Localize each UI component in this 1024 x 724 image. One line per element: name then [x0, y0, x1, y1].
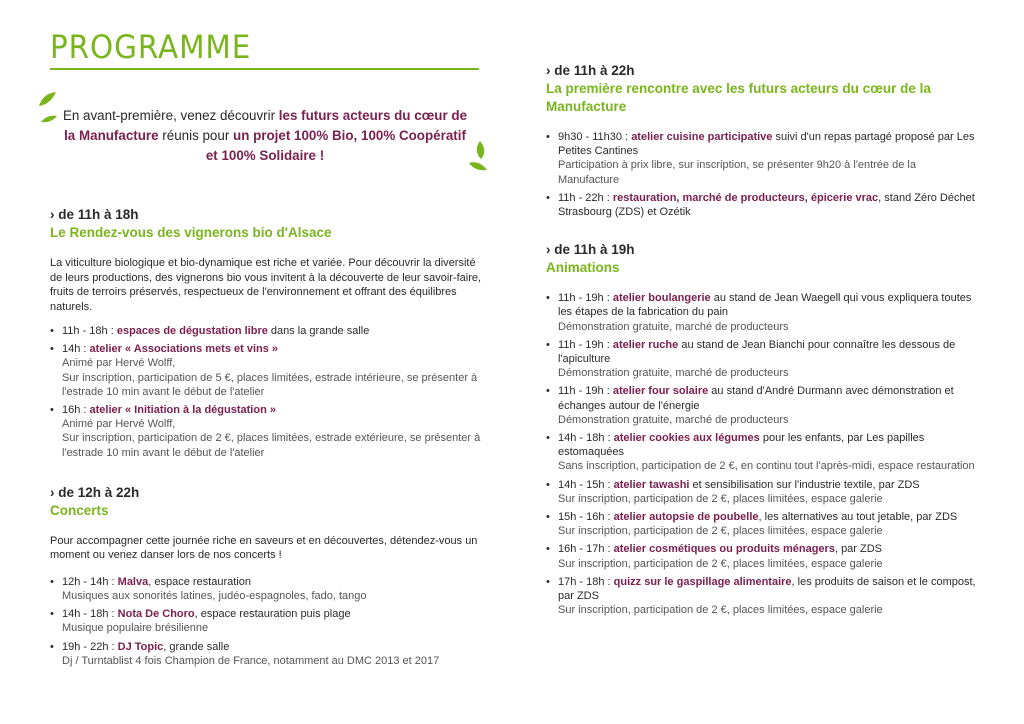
list-item: • 15h - 16h : atelier autopsie de poubelle, les alternatives au tout jetable, par ZDS Sur inscription, participation de 2 €, places limitées, espace galerie — [546, 510, 976, 538]
list-item: • 11h - 19h : atelier four solaire au stand d'André Durmann avec démonstration et échanges autour de l'énergie Démonstration gratuite, marché de producteurs — [546, 384, 976, 427]
list-item: • 14h - 18h : Nota De Choro, espace restauration puis plage Musique populaire brésilienne — [50, 607, 482, 635]
animations-list — [546, 291, 976, 617]
left-column — [50, 206, 482, 668]
list-item: • 11h - 19h : atelier ruche au stand de Jean Bianchi pour connaître les dessous de l'apiculture Démonstration gratuite, marché de producteurs — [546, 338, 976, 381]
intro-highlight: les futurs acteurs du cœur de la Manufacture — [64, 108, 468, 143]
list-item: • 16h : atelier « Initiation à la dégustation » Animé par Hervé Wolff, Sur inscription, participation de 2 €, places limitées, estrade extérieure, se présenter à l'estrade 10 min avant le début de l'atelier — [50, 403, 482, 460]
list-item: • 12h - 14h : Malva, espace restauration Musiques aux sonorités latines, judéo-espagnoles, fado, tango — [50, 575, 482, 603]
rencontre-list — [546, 130, 976, 219]
rencontre-section — [546, 62, 976, 219]
list-item: • 14h - 18h : atelier cookies aux légumes pour les enfants, par Les papilles estomaquées Sans inscription, participation de 2 €, en continu tout l'après-midi, espace restauration — [546, 431, 976, 474]
section-description: Pour accompagner cette journée riche en saveurs et en découvertes, détendez-vous un moment ou venez danser lors de nos concerts ! — [50, 534, 478, 562]
animations-section — [546, 241, 976, 617]
section-time: › de 11h à 19h — [546, 242, 635, 258]
leaf-icon — [36, 90, 58, 110]
list-item: • 17h - 18h : quizz sur le gaspillage alimentaire, les produits de saison et le compost, par ZDS Sur inscription, participation de 2 €, places limitées, espace galerie — [546, 575, 976, 618]
list-item: • 14h : atelier « Associations mets et vins » Animé par Hervé Wolff, Sur inscription, participation de 5 €, places limitées, estrade intérieure, se présenter à l'estrade 10 min avant le début de l'atelier — [50, 342, 482, 399]
section-description: La viticulture biologique et bio-dynamique est riche et variée. Pour découvrir la diversité de leurs productions, des vignerons bio vous invitent à la découverte de leur savoir-faire, fruits de terroirs préservés, respectueux de l'environnement et offrant des équilibres naturels. — [50, 257, 482, 313]
right-column — [546, 62, 976, 617]
section-time: › de 12h à 22h — [50, 484, 140, 500]
list-item: • 9h30 - 11h30 : atelier cuisine participative suivi d'un repas partagé proposé par Les Petites Cantines Participation à prix libre, sur inscription, se présenter 9h20 à l'entrée de la Manufacture — [546, 130, 976, 187]
leaf-icon — [474, 140, 488, 160]
list-item: • 11h - 18h : espaces de dégustation libre dans la grande salle — [50, 324, 482, 338]
list-item: • 11h - 19h : atelier boulangerie au stand de Jean Waegell qui vous expliquera toutes les étapes de la fabrication du pain Démonstration gratuite, marché de producteurs — [546, 291, 976, 334]
section-subtitle: Animations — [546, 260, 620, 276]
concerts-list — [50, 575, 482, 668]
intro-highlight: un projet 100% Bio, 100% Coopératif et 100% Solidaire ! — [205, 128, 466, 163]
title-divider — [50, 68, 479, 70]
section-time: › de 11h à 18h — [50, 207, 139, 222]
list-item: • 16h - 17h : atelier cosmétiques ou produits ménagers, par ZDS Sur inscription, participation de 2 €, places limitées, espace galerie — [546, 542, 976, 570]
vignerons-list — [50, 324, 482, 460]
list-item: • 14h - 15h : atelier tawashi et sensibilisation sur l'industrie textile, par ZDS Sur inscription, participation de 2 €, places limitées, espace galerie — [546, 478, 976, 506]
section-subtitle: Concerts — [50, 502, 109, 518]
page-title: PROGRAMME — [50, 28, 252, 66]
list-item: • 19h - 22h : DJ Topic, grande salle Dj / Turntablist 4 fois Champion de France, notamment au DMC 2013 et 2017 — [50, 640, 482, 668]
section-subtitle: Le Rendez-vous des vignerons bio d'Alsace — [50, 225, 332, 240]
list-item: • 11h - 22h : restauration, marché de producteurs, épicerie vrac, stand Zéro Déchet Strasbourg (ZDS) et Ozétik — [546, 191, 976, 219]
leaf-icon — [40, 114, 58, 124]
section-time: › de 11h à 22h — [546, 63, 635, 78]
vignerons-section — [50, 206, 482, 460]
leaf-icon — [468, 160, 488, 172]
concerts-section — [50, 484, 482, 668]
section-subtitle: La première rencontre avec les futurs acteurs du cœur de la Manufacture — [546, 81, 931, 114]
intro-text: En avant-première, venez découvrir les futurs acteurs du cœur de la Manufacture réunis pour un projet 100% Bio, 100% Coopératif et 100% Solidaire ! — [62, 108, 468, 163]
